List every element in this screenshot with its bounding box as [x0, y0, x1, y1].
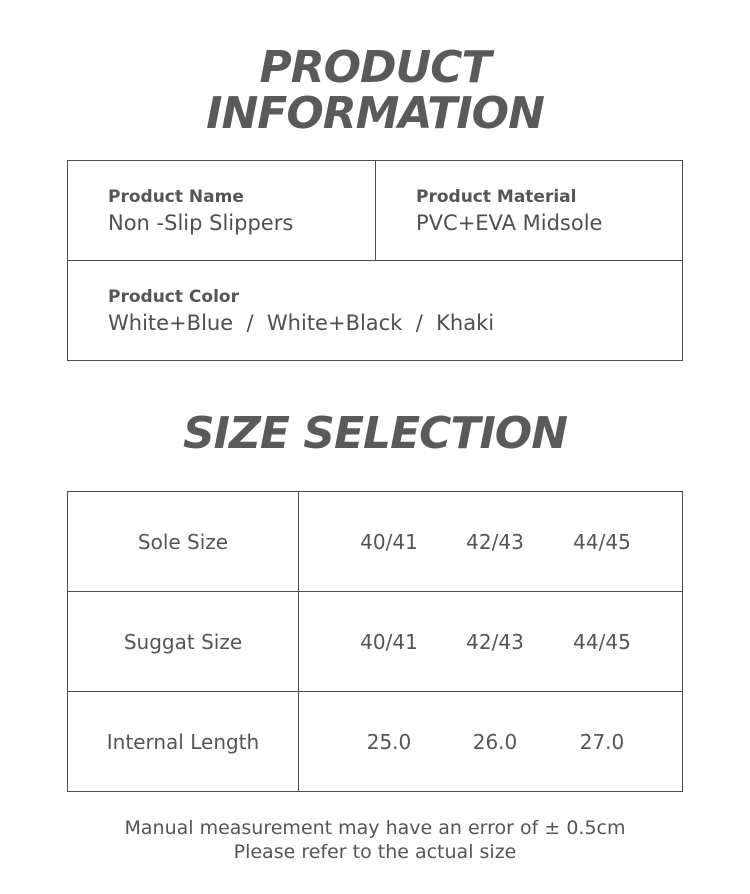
product-material-label: Product Material	[416, 187, 577, 207]
size-cell: 42/43	[466, 529, 524, 554]
size-cell: 44/45	[573, 529, 631, 554]
product-name-label: Product Name	[108, 187, 244, 207]
table-row	[68, 692, 682, 791]
table-row	[68, 592, 682, 692]
size-cell: 44/45	[573, 629, 631, 654]
actual-size-note: Please refer to the actual size	[233, 841, 517, 863]
size-cell: 27.0	[579, 729, 625, 754]
size-cell: 42/43	[466, 629, 524, 654]
size-selection-heading: SIZE SELECTION	[182, 408, 568, 459]
product-color-cell	[68, 261, 682, 360]
product-color-label: Product Color	[108, 287, 239, 307]
product-material-cell	[376, 161, 682, 260]
measurement-note: Manual measurement may have an error of ± 0.5cm	[124, 817, 626, 839]
table-row	[68, 492, 682, 592]
product-information-heading-line2: INFORMATION	[206, 88, 544, 139]
info-row-name-material	[68, 161, 682, 261]
size-cell: 40/41	[360, 629, 418, 654]
product-info-table	[67, 160, 683, 361]
size-cell: 40/41	[360, 529, 418, 554]
row-label: Sole Size	[68, 492, 299, 591]
row-label: Internal Length	[68, 692, 299, 791]
product-name-cell	[68, 161, 376, 260]
size-cell: 25.0	[366, 729, 412, 754]
product-information-heading-line1: PRODUCT	[259, 42, 491, 93]
size-cell: 26.0	[472, 729, 518, 754]
product-material-value: PVC+EVA Midsole	[416, 211, 603, 235]
size-table	[67, 491, 683, 792]
product-color-value: White+Blue / White+Black / Khaki	[108, 311, 495, 335]
product-name-value: Non -Slip Slippers	[108, 211, 294, 235]
row-label: Suggat Size	[68, 592, 299, 691]
